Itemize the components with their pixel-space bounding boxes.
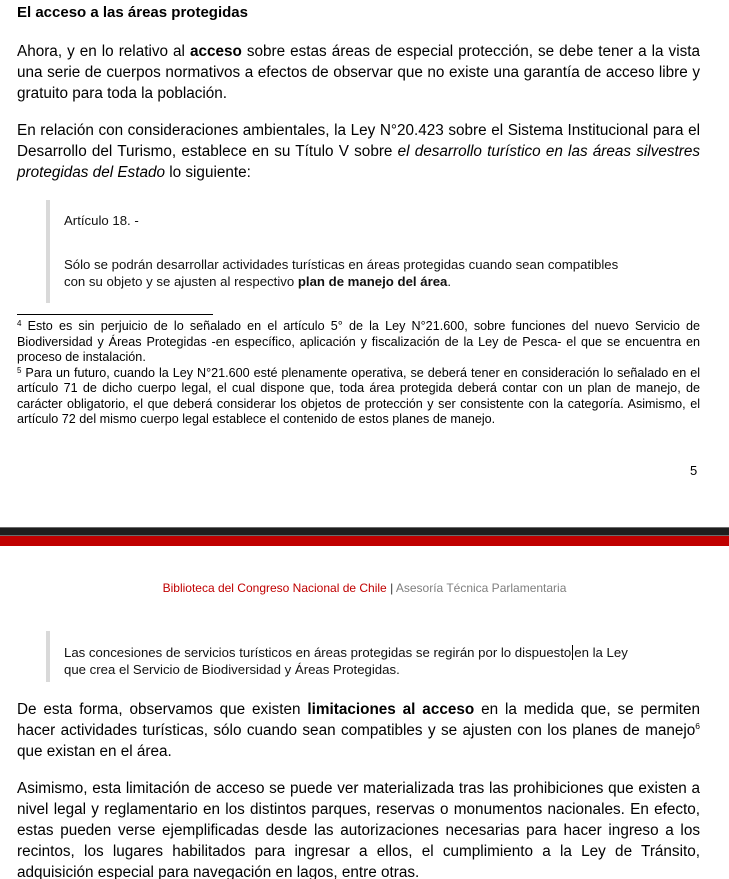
bold-plan-de-manejo: plan de manejo del área	[297, 274, 448, 289]
footnote-4	[17, 319, 700, 366]
text-run: .	[447, 274, 452, 289]
page-number: 5	[690, 463, 698, 478]
text-run: con su objeto y se ajusten al respectivo	[64, 274, 298, 289]
text-run: Las concesiones de servicios turísticos en áreas protegidas se regirán por lo dispuesto	[64, 645, 572, 660]
footnote-ref-6[interactable]: 6	[695, 721, 700, 731]
header-separator: |	[386, 581, 396, 595]
text-run: en la Ley	[574, 645, 628, 660]
blockquote-bar	[46, 200, 50, 303]
footnote-5	[17, 366, 700, 428]
paragraph-ley-20423	[17, 120, 700, 183]
footnotes	[17, 319, 700, 428]
concessions-quote[interactable]	[64, 644, 704, 678]
article-18-body	[64, 256, 664, 290]
quote-line	[64, 273, 664, 290]
footnote-separator	[17, 314, 213, 315]
page-break-dark-band	[0, 527, 729, 536]
department-name: Asesoría Técnica Parlamentaria	[395, 581, 567, 595]
bold-term-access: acceso	[189, 43, 242, 60]
quote-line: que crea el Servicio de Biodiversidad y Áreas Protegidas.	[64, 662, 400, 677]
footnote-number: 5	[17, 365, 22, 375]
page-header-institution	[0, 581, 729, 596]
footnote-text: Esto es sin perjuicio de lo señalado en el artículo 5° de la Ley N°21.600, sobre funciones del nuevo Servicio de Biodiversidad y Áreas Protegidas -en específico, aplicación y fiscalización de la Ley de Pesca- el que se encuentra en proceso de instalación.	[17, 319, 700, 364]
italic-title-v: el desarrollo turístico en las áreas silvestres protegidas del Estado	[17, 143, 701, 181]
article-18-title: Artículo 18. -	[64, 213, 139, 228]
text-run: que existan en el área.	[17, 743, 172, 760]
blockquote-bar	[46, 631, 50, 682]
institution-name: Biblioteca del Congreso Nacional de Chile	[162, 581, 387, 595]
section-heading: El acceso a las áreas protegidas	[17, 4, 248, 21]
footnote-number: 4	[17, 319, 22, 328]
quote-line: Sólo se podrán desarrollar actividades turísticas en áreas protegidas cuando sean compatibles	[64, 257, 619, 272]
text-run: En relación con consideraciones ambientales, la Ley N°20.423 sobre el Sistema Institucional para el Desarrollo del Turismo, establece en su Título V sobre	[17, 122, 700, 160]
text-run: en la medida que, se permiten hacer actividades turísticas, sólo cuando sean compatibles y se ajusten con los planes de manejo	[17, 701, 700, 739]
text-run: lo siguiente:	[164, 164, 251, 181]
bold-limitaciones: limitaciones al acceso	[307, 701, 475, 718]
paragraph-limitations	[17, 699, 700, 762]
text-run: Ahora, y en lo relativo al	[17, 43, 190, 60]
paragraph-prohibitions: Asimismo, esta limitación de acceso se puede ver materializada tras las prohibiciones que existen a nivel legal y reglamentario en los distintos parques, reservas o monumentos nacionales. En efecto, estas pueden verse ejemplificadas desde las autorizaciones necesarias para hacer ingreso a los recintos, los lugares habilitados para ingresar a ellos, el cumplimiento a la Ley de Tránsito, adquisición especial para navegación en lagos, entre otras.	[17, 780, 700, 879]
footnote-text: Para un futuro, cuando la Ley N°21.600 esté plenamente operativa, se deberá tener en consideración lo señalado en el artículo 71 de dicho cuerpo legal, el cual dispone que, toda área protegida deberá contar con un plan de manejo, de carácter obligatorio, el que deberá considerar los objetos de protección y ser consistente con la categoría. Asimismo, el artículo 72 del mismo cuerpo legal establece el contenido de estos planes de manejo.	[17, 365, 700, 426]
quote-line	[64, 644, 704, 661]
page-break-red-band	[0, 536, 729, 546]
text-run: De esta forma, observamos que existen	[17, 701, 308, 718]
paragraph-access	[17, 41, 700, 104]
text-run: sobre estas áreas de especial protección, se debe tener a la vista una serie de cuerpos normativos a efectos de observar que no existe una garantía de acceso libre y gratuito para toda la población.	[17, 43, 700, 102]
